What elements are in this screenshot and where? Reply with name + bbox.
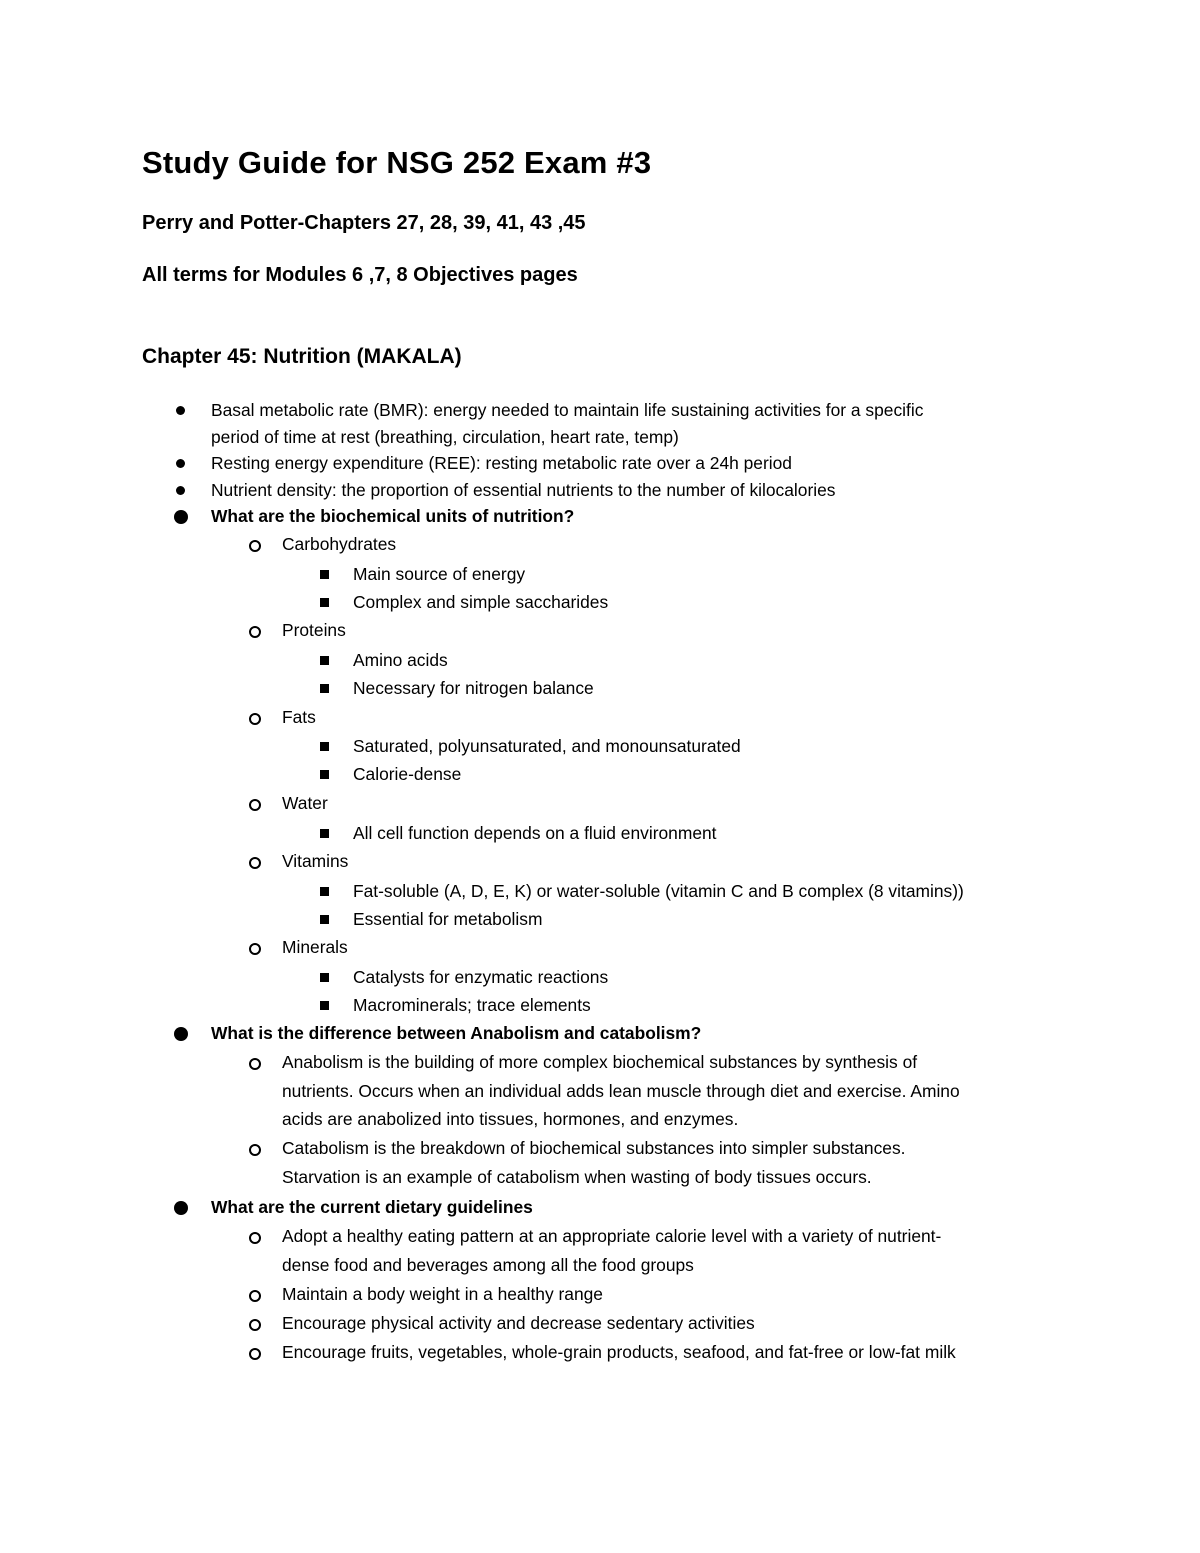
bullet-circle-icon (249, 1290, 261, 1302)
bullet-circle-icon (249, 540, 261, 552)
bullet-square-icon (320, 1001, 329, 1010)
list-item-text: Catalysts for enzymatic reactions (353, 967, 609, 987)
bullet-square-icon (320, 829, 329, 838)
terms-subtitle: All terms for Modules 6 ,7, 8 Objectives pages (142, 264, 578, 286)
list-item-text: dense food and beverages among all the food groups (282, 1255, 694, 1275)
bullet-dot-icon (176, 486, 185, 495)
bullet-square-icon (320, 973, 329, 982)
list-item-text: Basal metabolic rate (BMR): energy needed to maintain life sustaining activities for a specific (211, 400, 924, 420)
question-text: What is the difference between Anabolism and catabolism? (211, 1023, 702, 1043)
bullet-circle-icon (249, 1232, 261, 1244)
bullet-circle-icon (249, 1144, 261, 1156)
chapter-heading: Chapter 45: Nutrition (MAKALA) (142, 345, 462, 368)
bullet-circle-icon (249, 713, 261, 725)
list-item-text: Anabolism is the building of more complex biochemical substances by synthesis of (282, 1052, 918, 1072)
list-item-text: Amino acids (353, 650, 448, 670)
list-item-text: Water (282, 793, 328, 813)
list-item-text: Minerals (282, 937, 348, 957)
bullet-dot-icon (174, 1201, 188, 1215)
list-item-text: Encourage fruits, vegetables, whole-grain products, seafood, and fat-free or low-fat milk (282, 1342, 956, 1362)
bullet-circle-icon (249, 1058, 261, 1070)
bullet-square-icon (320, 915, 329, 924)
bullet-dot-icon (176, 459, 185, 468)
list-item-text: Encourage physical activity and decrease sedentary activities (282, 1313, 755, 1333)
list-item-text: Macrominerals; trace elements (353, 995, 591, 1015)
list-item-text: Carbohydrates (282, 534, 397, 554)
list-item-text: Essential for metabolism (353, 909, 543, 929)
list-item-text: Resting energy expenditure (REE): resting metabolic rate over a 24h period (211, 453, 792, 473)
list-item-text: Starvation is an example of catabolism when wasting of body tissues occurs. (282, 1167, 872, 1187)
list-item-text: Nutrient density: the proportion of essential nutrients to the number of kilocalories (211, 480, 836, 500)
bullet-circle-icon (249, 943, 261, 955)
list-item-text: Fats (282, 707, 316, 727)
chapters-subtitle: Perry and Potter-Chapters 27, 28, 39, 41, 43 ,45 (142, 212, 586, 234)
list-item-text: Main source of energy (353, 564, 526, 584)
question-text: What are the biochemical units of nutrition? (211, 506, 575, 526)
bullet-circle-icon (249, 1319, 261, 1331)
list-item-text: period of time at rest (breathing, circulation, heart rate, temp) (211, 427, 679, 447)
bullet-circle-icon (249, 1348, 261, 1360)
bullet-circle-icon (249, 857, 261, 869)
document-title: Study Guide for NSG 252 Exam #3 (142, 145, 652, 180)
bullet-square-icon (320, 770, 329, 779)
question-text: What are the current dietary guidelines (211, 1197, 533, 1217)
list-item-text: Fat-soluble (A, D, E, K) or water-soluble (vitamin C and B complex (8 vitamins)) (353, 881, 964, 901)
bullet-circle-icon (249, 799, 261, 811)
list-item-text: Maintain a body weight in a healthy range (282, 1284, 603, 1304)
bullet-square-icon (320, 570, 329, 579)
list-item-text: nutrients. Occurs when an individual adds lean muscle through diet and exercise. Amino (282, 1081, 960, 1101)
bullet-dot-icon (176, 406, 185, 415)
list-item-text: Necessary for nitrogen balance (353, 678, 594, 698)
list-item-text: Complex and simple saccharides (353, 592, 609, 612)
list-item-text: Proteins (282, 620, 346, 640)
bullet-circle-icon (249, 626, 261, 638)
bullet-square-icon (320, 598, 329, 607)
list-item-text: Vitamins (282, 851, 349, 871)
list-item-text: Catabolism is the breakdown of biochemical substances into simpler substances. (282, 1138, 906, 1158)
list-item-text: Adopt a healthy eating pattern at an appropriate calorie level with a variety of nutrient- (282, 1226, 942, 1246)
bullet-dot-icon (174, 510, 188, 524)
bullet-square-icon (320, 742, 329, 751)
bullet-square-icon (320, 684, 329, 693)
list-item-text: Calorie-dense (353, 764, 462, 784)
list-item-text: Saturated, polyunsaturated, and monounsaturated (353, 736, 741, 756)
bullet-dot-icon (174, 1027, 188, 1041)
bullet-square-icon (320, 887, 329, 896)
list-item-text: acids are anabolized into tissues, hormones, and enzymes. (282, 1109, 739, 1129)
list-item-text: All cell function depends on a fluid environment (353, 823, 717, 843)
bullet-square-icon (320, 656, 329, 665)
